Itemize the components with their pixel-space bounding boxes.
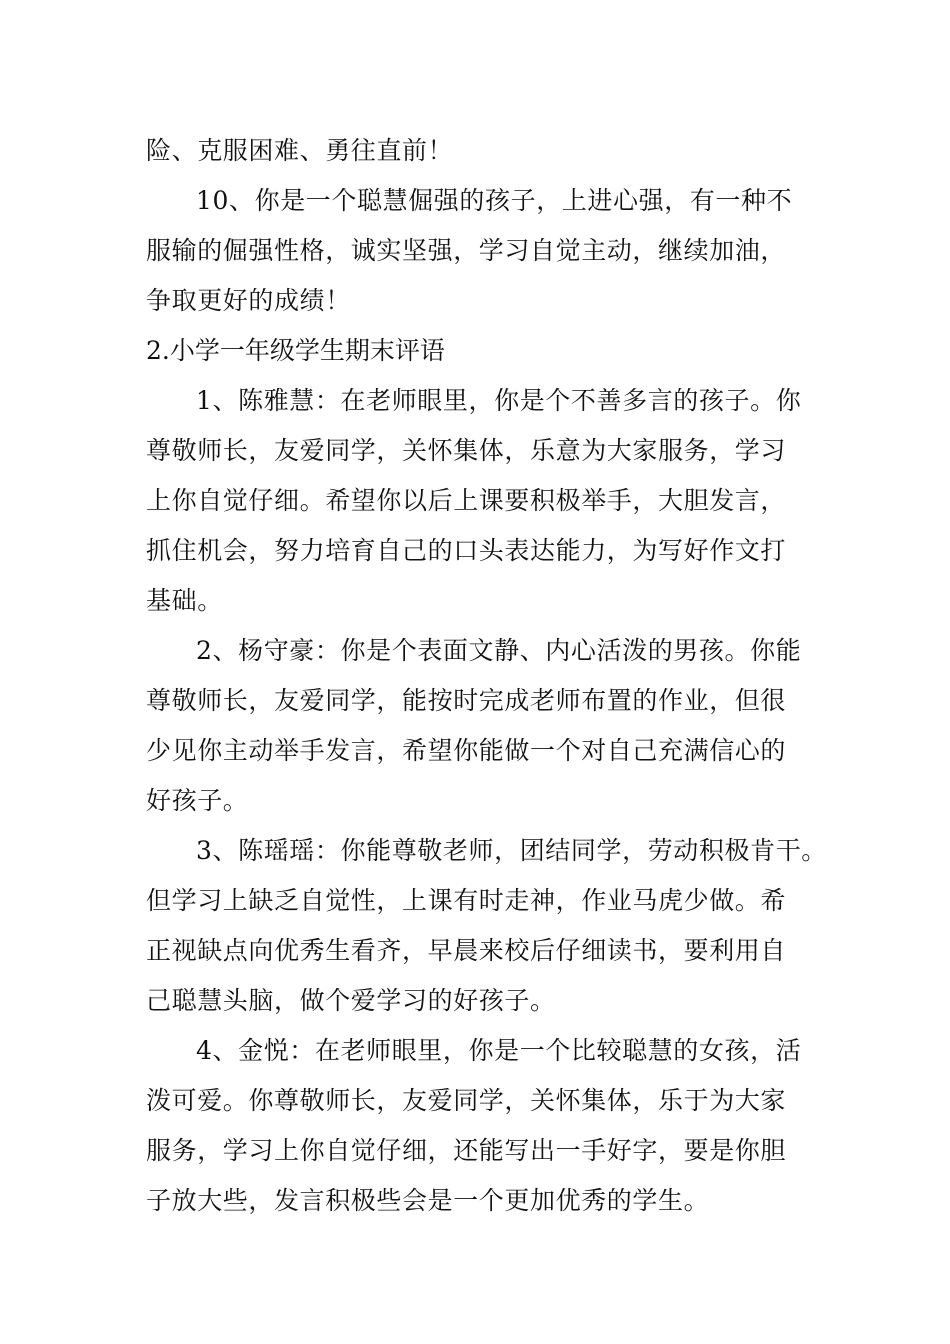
paragraph-item-10 [146,176,818,326]
paragraph-entry-3 [146,826,827,1026]
text-line: 1、陈雅慧：在老师眼里，你是个不善多言的孩子。你 [196,386,802,415]
text-line: 服输的倔强性格，诚实坚强，学习自觉主动，继续加油， [146,236,787,265]
text-line: 上你自觉仔细。希望你以后上课要积极举手，大胆发言， [146,486,787,515]
section-heading: 2.小学一年级学生期末评语 [146,336,445,365]
paragraph-entry-2 [146,626,818,826]
text-line: 4、金悦：在老师眼里，你是一个比较聪慧的女孩，活 [196,1036,802,1065]
paragraph-entry-1 [146,376,818,626]
text-line: 2、杨守豪：你是个表面文静、内心活泼的男孩。你能 [196,636,802,665]
text-line: 好孩子。 [146,786,249,815]
text-line: 正视缺点向优秀生看齐，早晨来校后仔细读书，要利用自 [146,936,787,965]
text-line: 尊敬师长，友爱同学，能按时完成老师布置的作业，但很 [146,686,787,715]
text-line: 险、克服困难、勇往直前！ [146,136,454,165]
continuation-paragraph [146,126,818,176]
text-line: 子放大些，发言积极些会是一个更加优秀的学生。 [146,1186,710,1215]
text-line: 泼可爱。你尊敬师长，友爱同学，关怀集体，乐于为大家 [146,1086,787,1115]
text-line: 但学习上缺乏自觉性，上课有时走神，作业马虎少做。希 [146,886,787,915]
document-page [146,126,827,1226]
text-line: 己聪慧头脑，做个爱学习的好孩子。 [146,986,556,1015]
text-line: 10、你是一个聪慧倔强的孩子，上进心强，有一种不 [196,186,793,215]
text-line: 尊敬师长，友爱同学，关怀集体，乐意为大家服务，学习 [146,436,787,465]
text-line: 3、陈瑶瑶：你能尊敬老师，团结同学，劳动积极肯干。 [196,836,827,865]
text-line: 基础。 [146,586,223,615]
text-line: 争取更好的成绩！ [146,286,351,315]
text-line: 少见你主动举手发言，希望你能做一个对自己充满信心的 [146,736,787,765]
paragraph-entry-4 [146,1026,818,1226]
text-line: 服务，学习上你自觉仔细，还能写出一手好字，要是你胆 [146,1136,787,1165]
text-line: 抓住机会，努力培育自己的口头表达能力，为写好作文打 [146,536,787,565]
